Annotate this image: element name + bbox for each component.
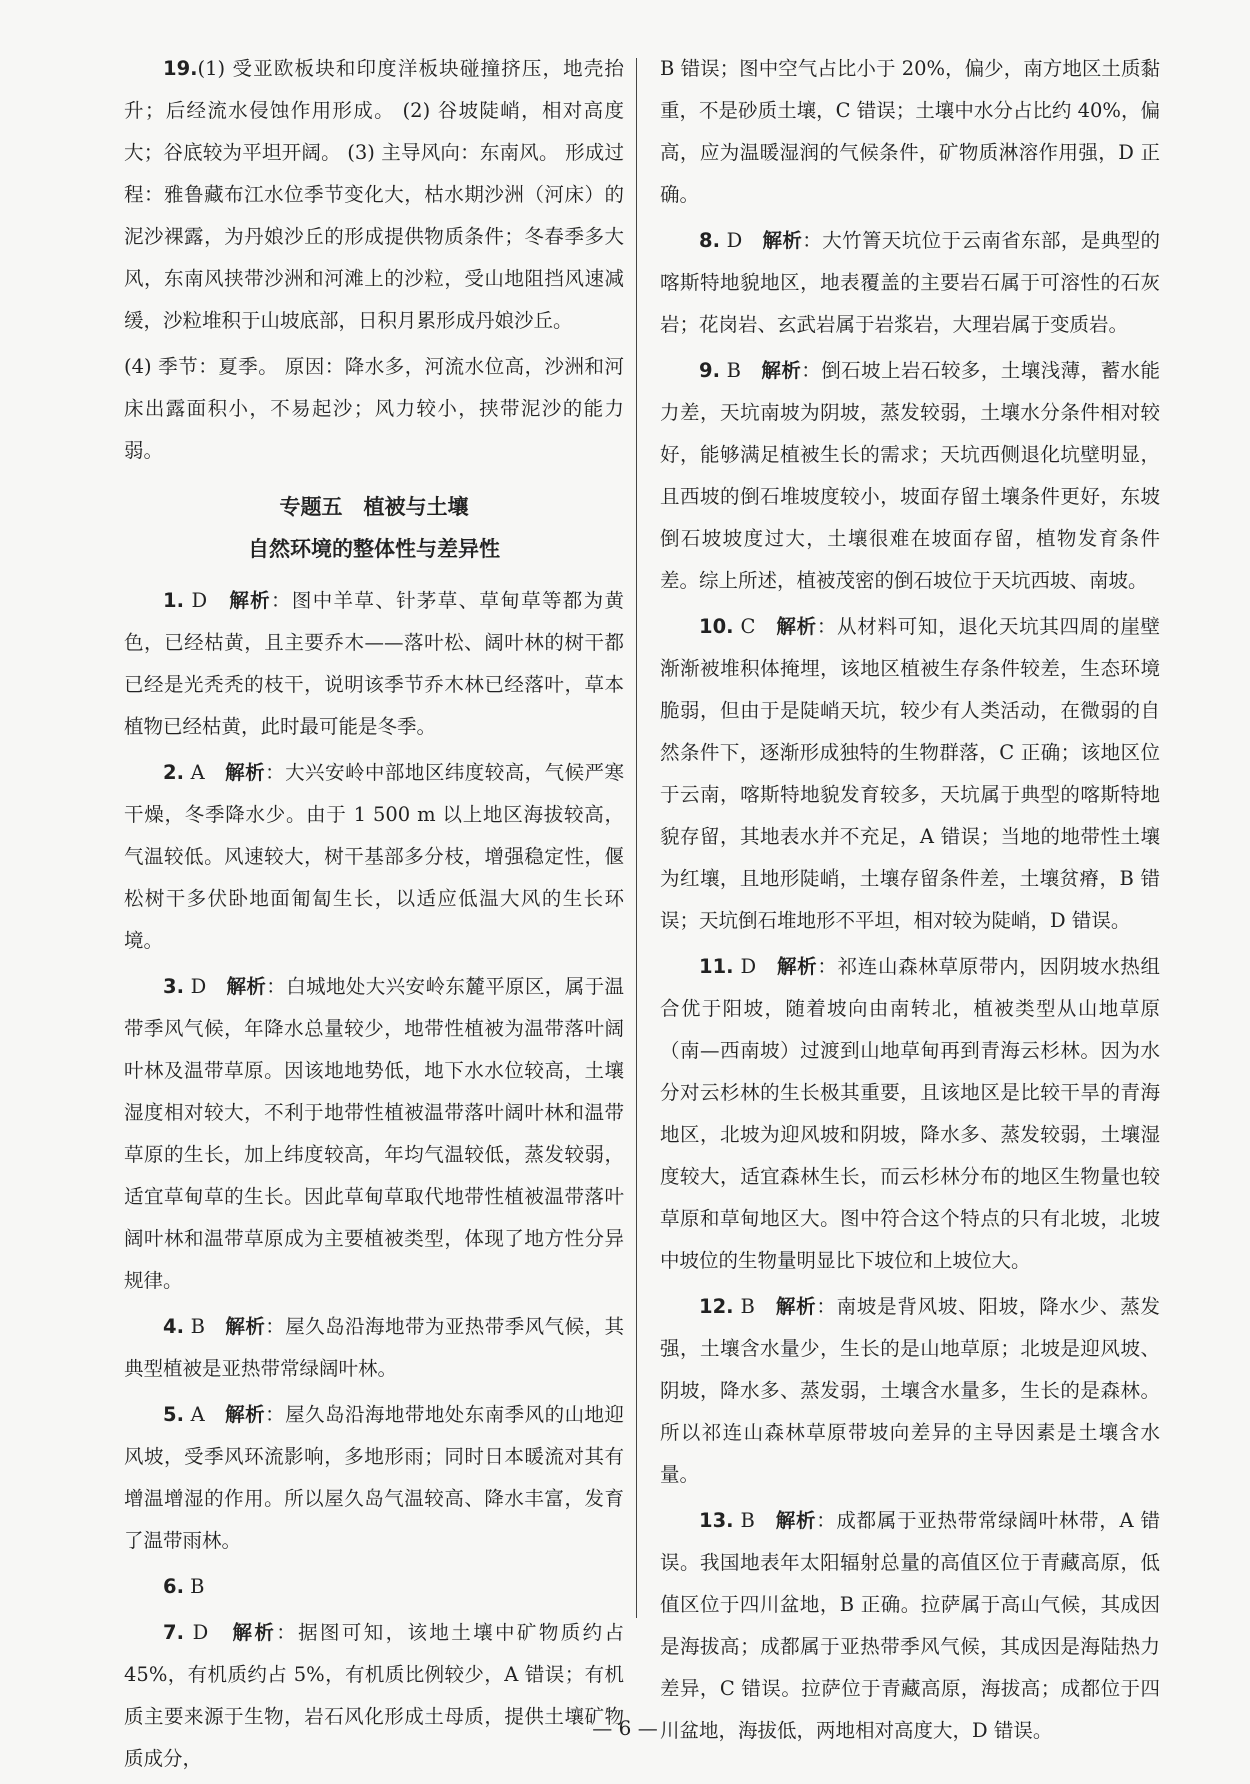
analysis-text: ：据图可知，该地土壤中矿物质约占 45%，有机质约占 5%，有机质比例较少，A 错误；有机质主要来源于生物，岩石风化形成土母质，提供土壤矿物质成分， [124, 1621, 624, 1770]
answer-number: 9. [699, 359, 720, 382]
answer-number: 13. [699, 1509, 734, 1532]
analysis-text: ：倒石坡上岩石较多，土壤浅薄，蓄水能力差，天坑南坡为阴坡，蒸发较弱，土壤水分条件相对较好，能够满足植被生长的需求；天坑西侧退化坑壁明显，且西坡的倒石堆坡度较小，坡面存留土壤条件更好，东坡倒石坡坡度过大，土壤很难在坡面存留，植物发育条件差。综上所述，植被茂密的倒石坡位于天坑西坡、南坡。 [660, 359, 1160, 592]
q19-text: (1) 受亚欧板块和印度洋板块碰撞挤压，地壳抬升；后经流水侵蚀作用形成。 (2) 谷坡陡峭，相对高度大；谷底较为平坦开阔。 (3) 主导风向：东南风。 形成过程：雅鲁藏布江水位季节变化大，枯水期沙洲（河床）的泥沙裸露，为丹娘沙丘的形成提供物质条件；冬春季多大风，东南风挟带沙洲和河滩上的沙粒，受山地阻挡风速减缓，沙粒堆积于山坡底部，日积月累形成丹娘沙丘。 [124, 57, 624, 332]
analysis-label: 解析 [229, 589, 272, 612]
answer-choice: D [733, 955, 777, 978]
answer-item [124, 1306, 624, 1390]
analysis-text: ：祁连山森林草原带内，因阴坡水热组合优于阳坡，随着坡向由南转北，植被类型从山地草原（南—西南坡）过渡到山地草甸再到青海云杉林。因为水分对云杉林的生长极其重要，且该地区是比较干旱的青海地区，北坡为迎风坡和阴坡，降水多、蒸发较弱，土壤湿度较大，适宜森林生长，而云杉林分布的地区生物量也较草原和草甸地区大。图中符合这个特点的只有北坡，北坡中坡位的生物量明显比下坡位和上坡位大。 [660, 955, 1160, 1272]
analysis-text: ：图中羊草、针茅草、草甸草等都为黄色，已经枯黄，且主要乔木——落叶松、阔叶林的树干都已经是光秃秃的枝干，说明该季节乔木林已经落叶，草本植物已经枯黄，此时最可能是冬季。 [124, 589, 624, 738]
page-number: — 6 — [592, 1716, 658, 1740]
answer-item [124, 580, 624, 748]
analysis-text: ：屋久岛沿海地带为亚热带季风气候，其典型植被是亚热带常绿阔叶林。 [124, 1315, 624, 1380]
answer-item [660, 1500, 1160, 1752]
answer-choice: A [183, 761, 226, 784]
answer-number: 8. [699, 229, 720, 252]
answer-number: 3. [163, 975, 184, 998]
section-subtitle: 自然环境的整体性与差异性 [248, 537, 500, 561]
answer-choice: A [183, 1403, 226, 1426]
analysis-label: 解析 [762, 229, 803, 252]
answer-number: 5. [163, 1403, 184, 1426]
analysis-label: 解析 [225, 1403, 266, 1426]
answer-item [660, 1286, 1160, 1496]
analysis-label: 解析 [225, 761, 266, 784]
left-column [124, 48, 624, 1784]
right-answer-list [660, 220, 1160, 1752]
answer-choice: B [719, 359, 762, 382]
answer-item [124, 1394, 624, 1562]
answer-item [660, 946, 1160, 1282]
answer-item [124, 752, 624, 962]
analysis-text: ：屋久岛沿海地带地处东南季风的山地迎风坡，受季风环流影响，多地形雨；同时日本暖流对其有增温增湿的作用。所以屋久岛气温较高、降水丰富，发育了温带雨林。 [124, 1403, 624, 1552]
answer-number: 7. [163, 1621, 184, 1644]
q19-number: 19. [163, 57, 198, 80]
analysis-label: 解析 [226, 975, 267, 998]
answer-number: 6. [163, 1575, 184, 1598]
answer-number: 4. [163, 1315, 184, 1338]
answer-number: 10. [699, 615, 734, 638]
answer-choice: D [183, 975, 227, 998]
answer-choice: B [733, 1295, 776, 1318]
analysis-text: ：南坡是背风坡、阳坡，降水少、蒸发强，土壤含水量少，生长的是山地草原；北坡是迎风坡、阴坡，降水多、蒸发弱，土壤含水量多，生长的是森林。所以祁连山森林草原带坡向差异的主导因素是土壤含水量。 [660, 1295, 1160, 1486]
q19-part2: (4) 季节：夏季。 原因：降水多，河流水位高，沙洲和河床出露面积小，不易起沙；风力较小，挟带泥沙的能力弱。 [124, 355, 624, 462]
analysis-text: ：大兴安岭中部地区纬度较高，气候严寒干燥，冬季降水少。由于 1 500 m 以上地区海拔较高，气温较低。风速较大，树干基部多分枝，增强稳定性，偃松树干多伏卧地面匍匐生长，以适应低温大风的生长环境。 [124, 761, 624, 952]
q7-continuation: B 错误；图中空气占比小于 20%，偏少，南方地区土质黏重，不是砂质土壤，C 错误；土壤中水分占比约 40%，偏高，应为温暖湿润的气候条件，矿物质淋溶作用强，D 正确。 [660, 57, 1160, 206]
answer-item [660, 606, 1160, 942]
answer-choice: B [733, 1509, 776, 1532]
left-answer-list [124, 580, 624, 1780]
column-divider [636, 58, 637, 1618]
answer-number: 2. [163, 761, 184, 784]
answer-choice: B [183, 1575, 205, 1598]
answer-item [660, 350, 1160, 602]
analysis-text: ：白城地处大兴安岭东麓平原区，属于温带季风气候，年降水总量较少，地带性植被为温带落叶阔叶林及温带草原。因该地地势低，地下水水位较高，土壤湿度相对较大，不利于地带性植被温带落叶阔叶林和温带草原的生长，加上纬度较高，年均气温较低，蒸发较弱，适宜草甸草的生长。因此草甸草取代地带性植被温带落叶阔叶林和温带草原成为主要植被类型，体现了地方性分异规律。 [124, 975, 624, 1292]
q19-part1 [124, 48, 624, 342]
answer-choice: D [183, 589, 230, 612]
answer-choice: D [183, 1621, 233, 1644]
analysis-label: 解析 [761, 359, 802, 382]
answer-choice: C [733, 615, 777, 638]
analysis-label: 解析 [775, 1295, 817, 1318]
right-column [660, 48, 1160, 1756]
answer-item [124, 1612, 624, 1780]
answer-number: 1. [163, 589, 184, 612]
answer-number: 11. [699, 955, 734, 978]
answer-number: 12. [699, 1295, 734, 1318]
answer-choice: D [719, 229, 763, 252]
answer-item [124, 966, 624, 1302]
analysis-label: 解析 [776, 955, 818, 978]
analysis-text: ：成都属于亚热带常绿阔叶林带，A 错误。我国地表年太阳辐射总量的高值区位于青藏高原，低值区位于四川盆地，B 正确。拉萨属于高山气候，其成因是海拔高；成都属于亚热带季风气候，其成因是海陆热力差异，C 错误。拉萨位于青藏高原，海拔高；成都位于四川盆地，海拔低，两地相对高度大，D 错误。 [660, 1509, 1161, 1742]
analysis-text: ：从材料可知，退化天坑其四周的崖壁渐渐被堆积体掩埋，该地区植被生存条件较差，生态环境脆弱，但由于是陡峭天坑，较少有人类活动，在微弱的自然条件下，逐渐形成独特的生物群落，C 正确；该地区位于云南，喀斯特地貌发育较多，天坑属于典型的喀斯特地貌存留，其地表水并不充足，A 错误；当地的地带性土壤为红壤，且地形陡峭，土壤存留条件差，土壤贫瘠，B 错误；天坑倒石堆地形不平坦，相对较为陡峭，D 错误。 [660, 615, 1160, 932]
analysis-label: 解析 [776, 615, 817, 638]
answer-choice: B [183, 1315, 226, 1338]
answer-item [124, 1566, 624, 1608]
analysis-label: 解析 [775, 1509, 817, 1532]
analysis-text: ：大竹箐天坑位于云南省东部，是典型的喀斯特地貌地区，地表覆盖的主要岩石属于可溶性的石灰岩；花岗岩、玄武岩属于岩浆岩，大理岩属于变质岩。 [660, 229, 1160, 336]
analysis-label: 解析 [225, 1315, 266, 1338]
analysis-label: 解析 [232, 1621, 277, 1644]
answer-item [660, 220, 1160, 346]
section-title: 专题五 植被与土壤 [279, 495, 469, 519]
